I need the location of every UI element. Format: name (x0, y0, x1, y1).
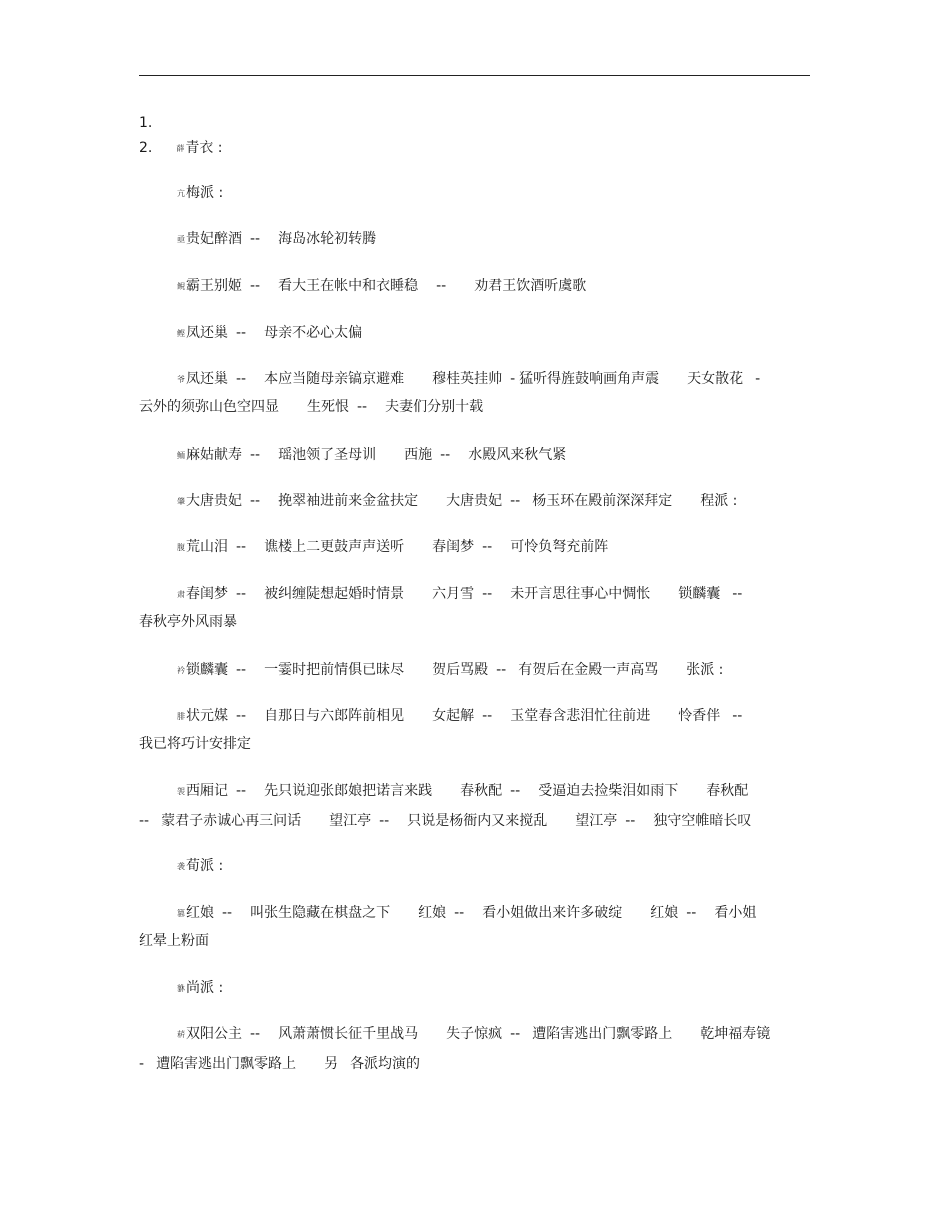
separator: -- (510, 493, 521, 509)
separator: -- (436, 278, 447, 294)
play-title: 麻姑献寿 (186, 447, 242, 463)
aria-line: 看小姐做出来许多破绽 (482, 905, 623, 921)
play-title: 女起解 (432, 708, 475, 724)
separator: -- (510, 1026, 521, 1042)
separator: -- (236, 586, 247, 602)
entry-line (177, 707, 742, 726)
small-glyph: 鲵 (177, 282, 185, 291)
play-title: 大唐贵妃 (186, 493, 242, 509)
play-title: 春闺梦 (186, 586, 228, 602)
play-title: 春秋配 (460, 783, 503, 799)
separator: -- (732, 586, 743, 602)
entry-line (177, 1025, 770, 1044)
separator: -- (482, 708, 493, 724)
aria-line: 夫妻们分别十载 (385, 399, 484, 415)
separator: -- (732, 708, 743, 724)
play-title: 失子惊疯 (446, 1026, 503, 1042)
play-title: 红娘 (418, 905, 447, 921)
heading-qingyi (139, 139, 223, 158)
entry-line (177, 492, 737, 511)
aria-line: 只说是杨衙内又来搅乱 (407, 813, 548, 829)
play-title: 大唐贵妃 (446, 493, 503, 509)
entry-line-cont (139, 812, 751, 830)
small-glyph: 鲣 (177, 329, 185, 338)
small-glyph: 亢 (177, 189, 185, 198)
aria-line: 可怜负弩充前阵 (510, 539, 609, 555)
aria-line: 云外的须弥山色空四显 (139, 399, 279, 415)
separator: -- (236, 539, 247, 555)
aria-line: 杨玉环在殿前深深拜定 (532, 493, 673, 509)
aria-line: 遭陷害逃出门飘零路上 (532, 1026, 673, 1042)
separator: -- (250, 231, 261, 247)
entry-line (177, 661, 723, 680)
play-title: 怜香伴 (678, 708, 721, 724)
separator: -- (454, 905, 465, 921)
play-title: 乾坤福寿镜 (700, 1026, 771, 1042)
small-glyph: 菥 (177, 1030, 185, 1039)
play-title: 春秋配 (706, 783, 749, 799)
small-glyph: 肃 (177, 590, 185, 599)
aria-line: 劝君王饮酒听虞歌 (474, 278, 587, 294)
heading-shangpai (177, 979, 223, 998)
play-title: 望江亭 (575, 813, 618, 829)
play-title: 春闺梦 (432, 539, 475, 555)
aria-line: 一霎时把前情俱已昧尽 (264, 662, 405, 678)
list-marker: 2. (139, 140, 153, 156)
aria-line: 遭陷害逃出门飘零路上 (156, 1056, 297, 1072)
header-rule (139, 75, 810, 76)
small-glyph: 腓 (177, 712, 185, 721)
play-title: 贵妃醉酒 (186, 231, 242, 247)
small-glyph: 爷 (177, 375, 185, 384)
aria-line: 谯楼上二更鼓声声送听 (264, 539, 405, 555)
aria-line: 瑶池领了圣母训 (278, 447, 377, 463)
separator: -- (625, 813, 636, 829)
heading-xunpai (177, 857, 223, 876)
aria-line: 蒙君子赤诚心再三问话 (161, 813, 302, 829)
small-glyph: 亟 (177, 235, 185, 244)
section-label: 尚派 : (186, 980, 224, 996)
play-title: 锁麟囊 (186, 662, 228, 678)
separator: -- (139, 813, 150, 829)
list-number-1 (139, 114, 152, 132)
aria-line: 看小姐 (714, 905, 757, 921)
play-title: 西厢记 (186, 783, 228, 799)
play-title: 双阳公主 (186, 1026, 242, 1042)
entry-line-cont (139, 398, 483, 416)
section-label: 张派 : (686, 662, 724, 678)
aria-line: 春秋亭外风雨暴 (139, 614, 237, 630)
entry-line (177, 538, 608, 557)
aria-line: 红晕上粉面 (139, 933, 209, 949)
entry-line-cont (139, 735, 251, 753)
section-label: 梅派 : (186, 185, 224, 201)
aria-line: 水殿风来秋气紧 (468, 447, 567, 463)
section-label: 程派 : (700, 493, 738, 509)
separator: -- (236, 662, 247, 678)
separator: - (139, 1056, 145, 1072)
aria-line: 看大王在帐中和衣睡稳 (278, 278, 419, 294)
section-label: 青衣 : (185, 140, 223, 156)
play-title: 红娘 (186, 905, 214, 921)
aria-line: 独守空帷暗长叹 (653, 813, 752, 829)
play-title: 穆桂英挂帅 (432, 371, 503, 387)
entry-line-cont (139, 932, 209, 950)
separator: -- (250, 493, 261, 509)
small-glyph: 腹 (177, 543, 185, 552)
separator: -- (250, 447, 261, 463)
small-glyph: 衿 (177, 666, 185, 675)
separator: -- (686, 905, 697, 921)
separator: -- (440, 447, 451, 463)
aria-line: 被纠缠陡想起婚时情景 (264, 586, 405, 602)
separator: -- (236, 325, 247, 341)
aria-line: 海岛冰轮初转腾 (278, 231, 377, 247)
aria-line: 母亲不必心太偏 (264, 325, 363, 341)
separator: -- (510, 783, 521, 799)
aria-line: 未开言思往事心中惆怅 (510, 586, 651, 602)
play-title: 天女散花 (687, 371, 744, 387)
entry-line (177, 904, 756, 923)
play-title: 望江亭 (329, 813, 372, 829)
separator: -- (250, 278, 261, 294)
play-title: 生死恨 (307, 399, 349, 415)
play-title: 状元媒 (186, 708, 228, 724)
small-glyph: 鲕 (177, 451, 185, 460)
entry-line (177, 585, 742, 604)
separator: - (755, 371, 761, 387)
entry-line-cont (139, 613, 237, 631)
play-title: 荒山泪 (186, 539, 228, 555)
aria-line: 先只说迎张郎娘把诺言来践 (264, 783, 433, 799)
entry-line (177, 782, 748, 801)
play-title: 贺后骂殿 (432, 662, 489, 678)
aria-line: 风萧萧惯长征千里战马 (278, 1026, 419, 1042)
aria-line: 玉堂春含悲泪忙往前进 (510, 708, 651, 724)
small-glyph: 肇 (177, 497, 185, 506)
entry-line (177, 446, 566, 465)
separator: -- (250, 1026, 261, 1042)
separator: -- (236, 371, 247, 387)
aria-line: 各派均演的 (350, 1056, 421, 1072)
aria-line: 挽翠袖进前来金盆扶定 (278, 493, 419, 509)
small-glyph: 篡 (177, 909, 185, 918)
aria-line: 本应当随母亲镐京避难 (264, 371, 405, 387)
aria-line: 猛听得旌鼓响画角声震 (519, 371, 660, 387)
separator: -- (379, 813, 390, 829)
play-title: 霸王别姬 (186, 278, 242, 294)
aria-line: 受逼迫去捡柴泪如雨下 (538, 783, 679, 799)
play-title: 锁麟囊 (678, 586, 721, 602)
small-glyph: 袭 (177, 862, 185, 871)
aria-line: 自那日与六郎阵前相见 (264, 708, 405, 724)
small-glyph: 薛 (176, 144, 185, 153)
entry-line (177, 370, 760, 389)
small-glyph: 袈 (177, 787, 185, 796)
entry-line (177, 324, 362, 343)
small-glyph: 貅 (177, 984, 185, 993)
separator: -- (222, 905, 233, 921)
play-title: 西施 (404, 447, 433, 463)
separator: -- (482, 539, 493, 555)
separator: -- (236, 708, 247, 724)
separator: -- (482, 586, 493, 602)
play-title: 六月雪 (432, 586, 475, 602)
play-title: 凤还巢 (186, 371, 228, 387)
play-title: 红娘 (650, 905, 679, 921)
separator: -- (357, 399, 368, 415)
entry-line (177, 230, 376, 249)
aria-line: 我已将巧计安排定 (139, 736, 251, 752)
section-label: 荀派 : (186, 858, 224, 874)
aria-line: 有贺后在金殿一声高骂 (518, 662, 659, 678)
heading-meipai (177, 184, 223, 203)
aria-line: 另 (324, 1056, 339, 1072)
entry-line (177, 277, 586, 296)
entry-line-cont (139, 1055, 420, 1073)
separator: - (510, 371, 516, 387)
separator: -- (236, 783, 247, 799)
aria-line: 叫张生隐藏在棋盘之下 (250, 905, 391, 921)
play-title: 凤还巢 (186, 325, 228, 341)
separator: -- (496, 662, 507, 678)
list-marker: 1. (139, 115, 153, 131)
